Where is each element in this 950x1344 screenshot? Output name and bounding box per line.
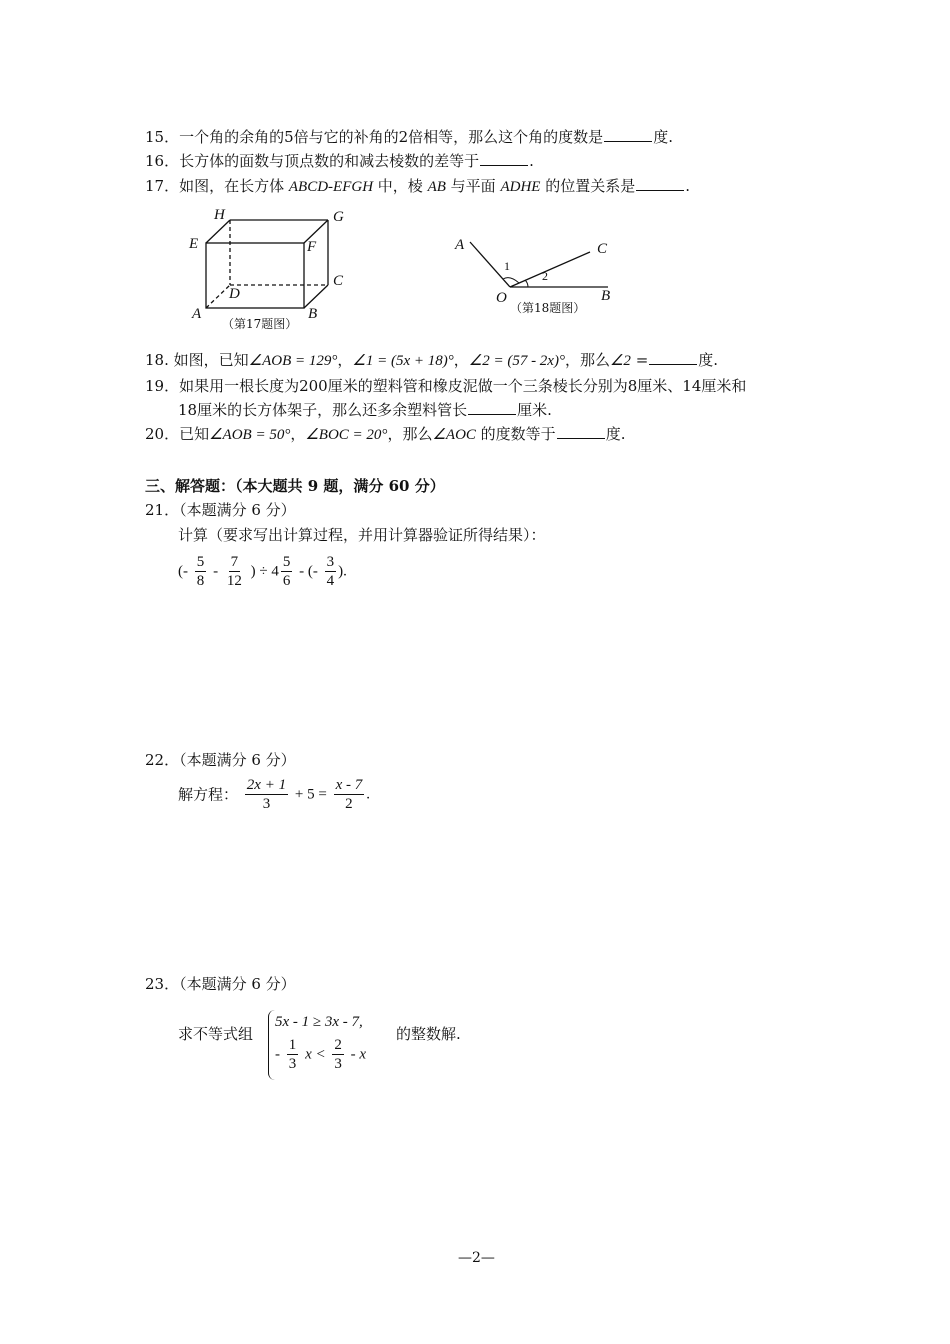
operator: + 5 = — [294, 786, 327, 803]
question-suffix: . — [529, 152, 534, 170]
vertex-label-g: G — [333, 209, 344, 225]
question-text: 中，棱 — [373, 177, 428, 195]
question-text: 如果用一根长度为200厘米的塑料管和橡皮泥做一个三条棱长分别为8厘米、14厘米和 — [179, 377, 747, 395]
question-number: 21． — [145, 501, 180, 519]
numerator: 5 — [282, 554, 291, 570]
page-number: —2— — [458, 1250, 495, 1266]
answer-blank[interactable] — [480, 151, 528, 166]
figure-17-cuboid — [180, 200, 360, 340]
separator: ， — [453, 351, 469, 369]
question-instruction: 解方程： — [178, 785, 239, 804]
question-21-header — [145, 500, 296, 520]
question-18 — [145, 350, 718, 371]
operator: - — [275, 1046, 280, 1063]
q21-expression — [178, 553, 347, 590]
section-title: 三、解答题：（本大题共 9 题，满分 60 分） — [145, 477, 445, 495]
vertex-label-d: D — [229, 286, 240, 302]
ray-oc — [510, 252, 590, 287]
figure-18-angles — [450, 230, 625, 322]
front-face — [206, 243, 304, 308]
numerator: 1 — [288, 1037, 297, 1053]
fraction — [332, 1036, 344, 1073]
denominator: 12 — [226, 573, 242, 589]
denominator: 4 — [326, 573, 335, 589]
question-text: 如图，在长方体 — [179, 177, 289, 195]
vertex-label-b: B — [308, 306, 318, 322]
question-number: 18. — [145, 351, 174, 369]
inequality-2 — [275, 1036, 366, 1073]
operator: x < — [305, 1046, 326, 1063]
edge-name: AB — [427, 179, 446, 195]
question-text: 与平面 — [445, 177, 501, 195]
numerator: 5 — [196, 554, 205, 570]
question-number: 16． — [145, 152, 180, 170]
question-17 — [145, 176, 690, 197]
figure-caption: （第18题图） — [510, 301, 586, 315]
question-text: 18厘米的长方体架子，那么还多余塑料管长 — [178, 401, 468, 419]
math-angle-2-target: ∠2 — [609, 353, 631, 369]
inequality-1: 5x - 1 ≥ 3x - 7, — [275, 1014, 363, 1030]
question-number: 19． — [145, 377, 180, 395]
point-label-b: B — [601, 288, 611, 304]
answer-blank[interactable] — [468, 400, 516, 415]
answer-blank[interactable] — [557, 424, 605, 439]
denominator: 8 — [196, 573, 205, 589]
answer-blank[interactable] — [604, 127, 652, 142]
math-angle-aoc: ∠AOC — [432, 427, 476, 443]
math-angle-aob: ∠AOB = 50° — [209, 427, 291, 443]
question-19 — [145, 376, 746, 396]
equals: = — [630, 351, 649, 369]
question-16 — [145, 151, 534, 171]
question-text: 的整数解. — [396, 1025, 461, 1043]
vertex-label-c: C — [333, 273, 344, 289]
separator: ， — [290, 425, 306, 443]
question-text: 求不等式组 — [178, 1025, 254, 1043]
denominator: 6 — [282, 573, 291, 589]
numerator: 3 — [326, 554, 335, 570]
cuboid-name: ABCD-EFGH — [288, 179, 374, 195]
fraction — [225, 553, 244, 590]
question-suffix: . — [685, 177, 691, 195]
question-suffix: 厘米. — [517, 401, 552, 419]
figure-caption: （第17题图） — [222, 317, 298, 331]
question-text: 长方体的面数与顶点数的和减去棱数的差等于 — [179, 152, 480, 170]
plane-name: ADHE — [500, 179, 541, 195]
paren: (- — [178, 563, 188, 580]
math-angle-aob: ∠AOB = 129° — [248, 353, 338, 369]
question-text: 如图，已知 — [173, 351, 249, 369]
question-suffix: 度. — [605, 425, 626, 443]
operator: ) ÷ 4 — [250, 563, 279, 580]
system-brace — [268, 1010, 275, 1080]
question-suffix: 度. — [653, 128, 673, 146]
math-angle-2: ∠2 = (57 - 2x)° — [468, 353, 565, 369]
question-23-header — [145, 974, 296, 994]
question-19-line2 — [178, 400, 552, 420]
denominator: 3 — [334, 1056, 342, 1072]
angle-label-2: 2 — [542, 269, 548, 283]
question-text: 的位置关系是 — [540, 177, 636, 195]
fraction — [195, 553, 207, 590]
numerator: x - 7 — [335, 777, 363, 793]
denominator: 2 — [345, 796, 353, 812]
vertex-label-e: E — [189, 236, 199, 252]
question-22-header — [145, 750, 296, 770]
question-20 — [145, 424, 625, 445]
denominator: 3 — [288, 1056, 297, 1072]
question-number: 23． — [145, 975, 180, 993]
score-note: （本题满分 6 分） — [179, 751, 296, 769]
question-text: 的度数等于 — [475, 425, 556, 443]
question-text: 一个角的余角的5倍与它的补角的2倍相等，那么这个角的度数是 — [179, 128, 604, 146]
question-15 — [145, 127, 673, 147]
score-note: （本题满分 6 分） — [179, 975, 296, 993]
vertex-label-a: A — [192, 306, 202, 322]
operator: - (- — [299, 563, 318, 580]
point-label-c: C — [597, 241, 608, 257]
separator: ， — [337, 351, 353, 369]
math-angle-boc: ∠BOC = 20° — [305, 427, 388, 443]
question-number: 15． — [145, 128, 180, 146]
point-label-a: A — [455, 237, 465, 253]
score-note: （本题满分 6 分） — [179, 501, 296, 519]
denominator: 3 — [262, 796, 271, 812]
point-label-o: O — [496, 290, 507, 306]
math-angle-1: ∠1 = (5x + 18)° — [352, 353, 454, 369]
fraction — [334, 776, 365, 813]
numerator: 2x + 1 — [246, 777, 287, 793]
angle-label-1: 1 — [504, 259, 510, 273]
question-instruction: 计算（要求写出计算过程，并用计算器验证所得结果）： — [178, 526, 546, 544]
numerator: 2 — [334, 1037, 342, 1053]
q22-equation — [178, 776, 370, 813]
period: . — [366, 786, 370, 803]
question-number: 22． — [145, 751, 180, 769]
fraction — [325, 553, 337, 590]
question-text: 已知 — [179, 425, 210, 443]
question-text: ，那么 — [387, 425, 433, 443]
answer-blank[interactable] — [649, 350, 697, 365]
question-number: 17． — [145, 177, 180, 195]
fraction — [245, 776, 288, 813]
numerator: 7 — [230, 554, 239, 570]
vertex-label-f: F — [307, 239, 317, 255]
operator: - — [213, 563, 219, 580]
vertex-label-h: H — [214, 207, 225, 223]
answer-blank[interactable] — [636, 176, 684, 191]
question-suffix: 度. — [698, 351, 719, 369]
question-number: 20． — [145, 425, 180, 443]
operator: - x — [350, 1046, 367, 1063]
paren: ). — [338, 563, 347, 580]
fraction — [287, 1036, 299, 1073]
question-text: ，那么 — [564, 351, 610, 369]
fraction — [281, 553, 293, 590]
